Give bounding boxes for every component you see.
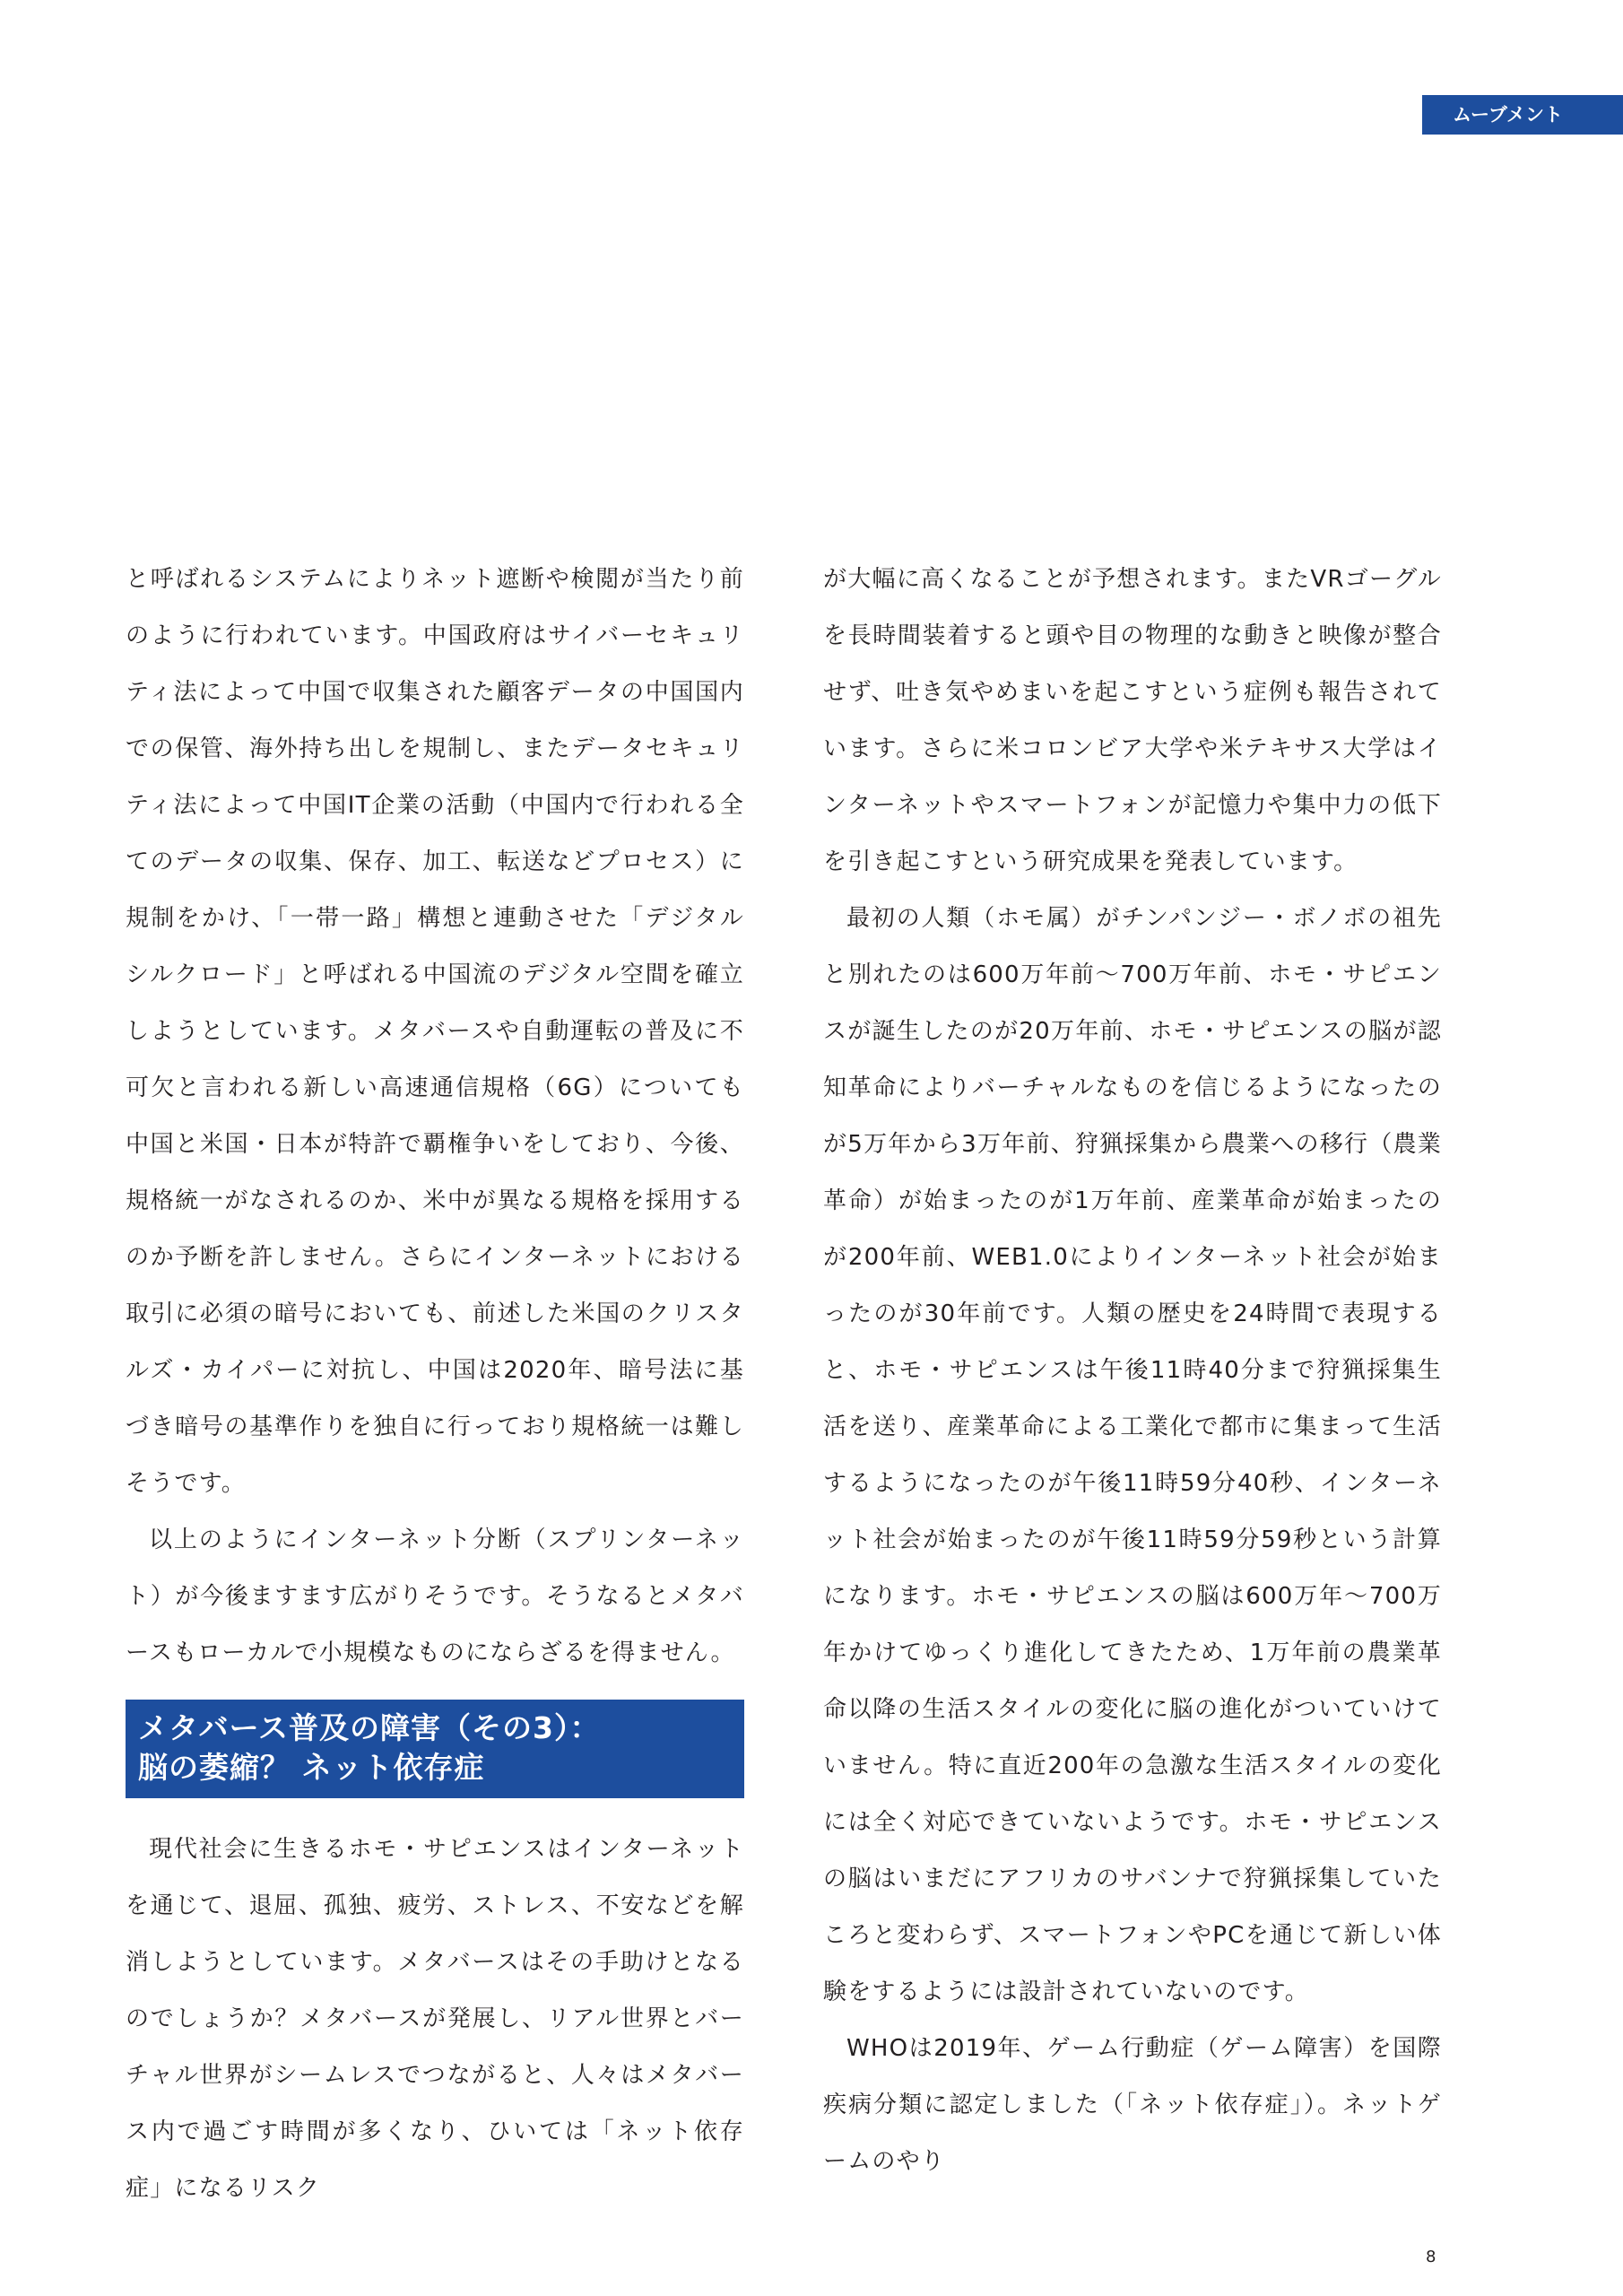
section-label-tab: ムーブメント [1422, 95, 1623, 135]
left-column [126, 552, 744, 2217]
body-paragraph: と呼ばれるシステムによりネット遮断や検閲が当たり前のように行われています。中国政府はサイバーセキュリティ法によって中国で収集された顧客データの中国国内での保管、海外持ち出しを規制し、またデータセキュリティ法によって中国IT企業の活動（中国内で行われる全てのデータの収集、保存、加工、転送などプロセス）に規制をかけ、「一帯一路」構想と連動させた「デジタルシルクロード」と呼ばれる中国流のデジタル空間を確立しようとしています。メタバースや自動運転の普及に不可欠と言われる新しい高速通信規格（6G）についても中国と米国・日本が特許で覇権争いをしており、今後、規格統一がなされるのか、米中が異なる規格を採用するのか予断を許しません。さらにインターネットにおける取引に必須の暗号においても、前述した米国のクリスタルズ・カイパーに対抗し、中国は2020年、暗号法に基づき暗号の基準作りを独自に行っており規格統一は難しそうです。 [126, 566, 744, 1497]
right-column [823, 552, 1442, 2190]
page-number: 8 [1426, 2248, 1436, 2266]
section-heading [126, 1700, 744, 1798]
body-paragraph: 以上のようにインターネット分断（スプリンターネット）が今後ますます広がりそうです。そうなるとメタバースもローカルで小規模なものにならざるを得ません。 [126, 1526, 744, 1666]
section-heading-line-1: メタバース普及の障害（その3）： [138, 1710, 601, 1745]
section-heading-line-2: 脳の萎縮？ ネット依存症 [138, 1750, 485, 1785]
body-paragraph: 現代社会に生きるホモ・サピエンスはインターネットを通じて、退屈、孤独、疲労、ストレス、不安などを解消しようとしています。メタバースはその手助けとなるのでしょうか？メタバースが発展し、リアル世界とバーチャル世界がシームレスでつながると、人々はメタバース内で過ごす時間が多くなり、ひいては「ネット依存症」になるリスク [126, 1836, 744, 2202]
body-paragraph: WHOは2019年、ゲーム行動症（ゲーム障害）を国際疾病分類に認定しました（「ネット依存症」）。ネットゲームのやり [823, 2035, 1442, 2175]
body-paragraph: が大幅に高くなることが予想されます。またVRゴーグルを長時間装着すると頭や目の物理的な動きと映像が整合せず、吐き気やめまいを起こすという症例も報告されています。さらに米コロンビア大学や米テキサス大学はインターネットやスマートフォンが記憶力や集中力の低下を引き起こすという研究成果を発表しています。 [823, 566, 1442, 875]
body-paragraph: 最初の人類（ホモ属）がチンパンジー・ボノボの祖先と別れたのは600万年前〜700万年前、ホモ・サピエンスが誕生したのが20万年前、ホモ・サピエンスの脳が認知革命によりバーチャルなものを信じるようになったのが5万年から3万年前、狩猟採集から農業への移行（農業革命）が始まったのが1万年前、産業革命が始まったのが200年前、WEB1.0によりインターネット社会が始まったのが30年前です。人類の歴史を24時間で表現すると、ホモ・サピエンスは午後11時40分まで狩猟採集生活を送り、産業革命による工業化で都市に集まって生活するようになったのが午後11時59分40秒、インターネット社会が始まったのが午後11時59分59秒という計算になります。ホモ・サピエンスの脳は600万年〜700万年かけてゆっくり進化してきたため、1万年前の農業革命以降の生活スタイルの変化に脳の進化がついていけていません。特に直近200年の急激な生活スタイルの変化には全く対応できていないようです。ホモ・サピエンスの脳はいまだにアフリカのサバンナで狩猟採集していたころと変わらず、スマートフォンやPCを通じて新しい体験をするようには設計されていないのです。 [823, 905, 1442, 2005]
